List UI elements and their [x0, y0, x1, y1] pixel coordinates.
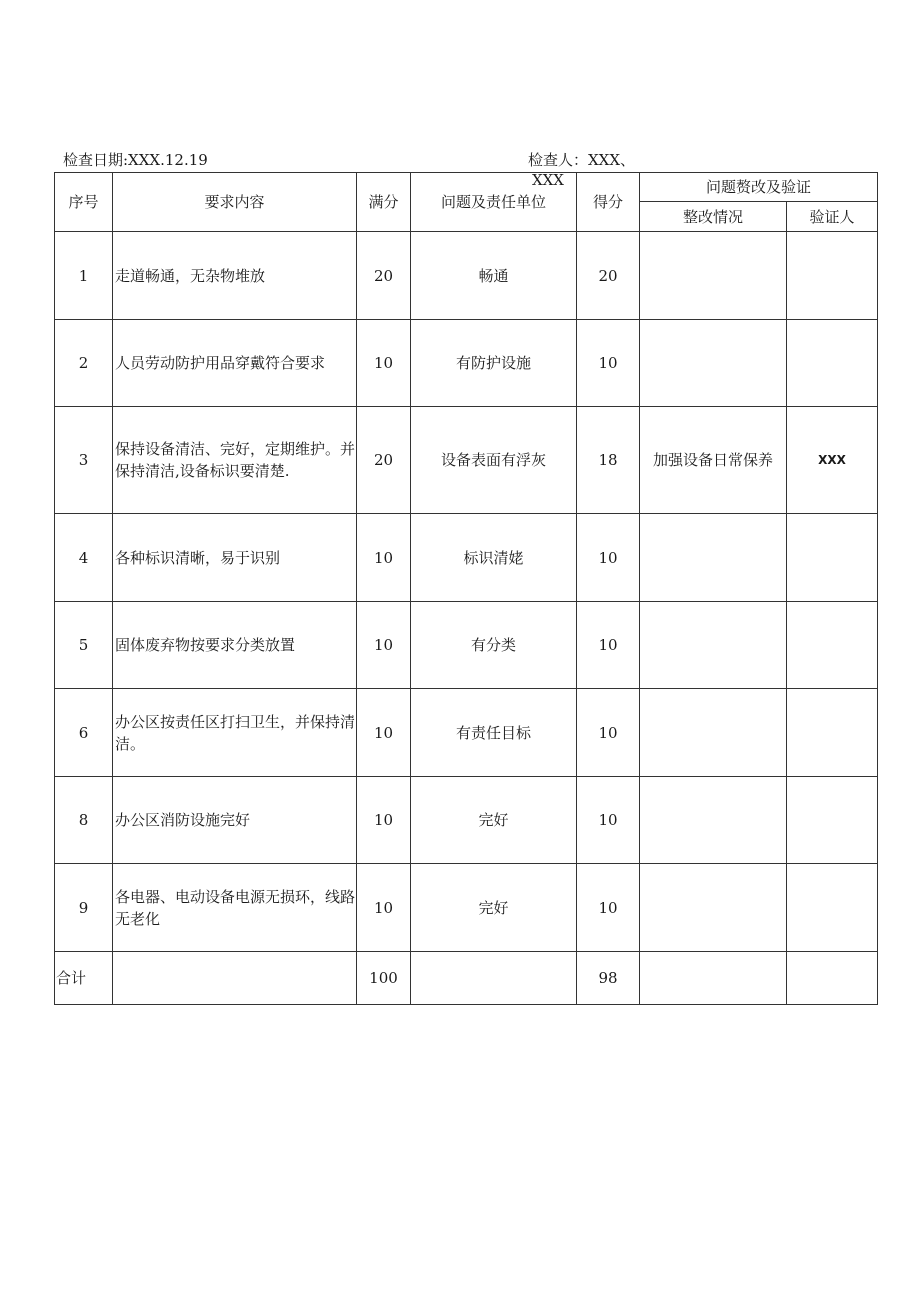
row-rectify: [640, 689, 787, 777]
inspection-table: [54, 172, 878, 1005]
row-verifier: [787, 320, 878, 407]
inspection-date: 检查日期:XXX.12.19: [63, 151, 208, 169]
inspector-continued: XXX: [531, 171, 564, 189]
row-verifier: XXX: [787, 407, 878, 514]
total-requirement: [113, 952, 357, 1005]
row-full-score: 20: [357, 407, 411, 514]
total-issue: [411, 952, 577, 1005]
total-score: 98: [577, 952, 640, 1005]
row-issue: 有责任目标: [411, 689, 577, 777]
row-no: 5: [55, 602, 113, 689]
row-rectify: [640, 777, 787, 864]
table-header-row: [55, 173, 878, 202]
row-score: 10: [577, 514, 640, 602]
row-issue: 标识清姥: [411, 514, 577, 602]
row-rectify: [640, 602, 787, 689]
row-issue: 有防护设施: [411, 320, 577, 407]
inspector: 检查人：XXX、: [528, 151, 636, 169]
row-full-score: 10: [357, 864, 411, 952]
row-verifier: [787, 777, 878, 864]
row-full-score: 20: [357, 232, 411, 320]
col-header-score: 得分: [577, 173, 640, 232]
row-rectify: [640, 320, 787, 407]
col-header-rectify-group: 问题赘改及验证: [640, 173, 878, 202]
col-header-requirement: 要求内容: [113, 173, 357, 232]
row-requirement: 各电器、电动设备电源无损环，线路无老化: [113, 864, 357, 952]
row-no: 4: [55, 514, 113, 602]
col-header-full-score: 满分: [357, 173, 411, 232]
row-issue: 完好: [411, 864, 577, 952]
row-issue: 畅通: [411, 232, 577, 320]
row-no: 2: [55, 320, 113, 407]
row-issue: 设备表面有浮灰: [411, 407, 577, 514]
col-header-no: 序号: [55, 173, 113, 232]
row-full-score: 10: [357, 689, 411, 777]
row-requirement: 各种标识清晰，易于识别: [113, 514, 357, 602]
row-score: 10: [577, 864, 640, 952]
row-score: 20: [577, 232, 640, 320]
row-verifier: [787, 514, 878, 602]
row-verifier: [787, 602, 878, 689]
row-verifier: [787, 232, 878, 320]
table-row: [55, 864, 878, 952]
row-no: 9: [55, 864, 113, 952]
row-score: 10: [577, 777, 640, 864]
row-requirement: 办公区消防设施完好: [113, 777, 357, 864]
row-full-score: 10: [357, 602, 411, 689]
table-row: [55, 407, 878, 514]
row-rectify: [640, 232, 787, 320]
row-rectify: [640, 514, 787, 602]
row-score: 10: [577, 602, 640, 689]
row-verifier: [787, 864, 878, 952]
row-full-score: 10: [357, 514, 411, 602]
row-score: 10: [577, 689, 640, 777]
row-verifier: [787, 689, 878, 777]
row-no: 6: [55, 689, 113, 777]
row-requirement: 固体废弃物按要求分类放置: [113, 602, 357, 689]
table-row: [55, 320, 878, 407]
table-row: [55, 232, 878, 320]
row-score: 18: [577, 407, 640, 514]
row-requirement: 人员劳动防护用品穿戴符合要求: [113, 320, 357, 407]
row-score: 10: [577, 320, 640, 407]
row-full-score: 10: [357, 777, 411, 864]
row-no: 8: [55, 777, 113, 864]
total-full-score: 100: [357, 952, 411, 1005]
col-header-verifier: 验证人: [787, 202, 878, 232]
row-rectify: 加强设备日常保养: [640, 407, 787, 514]
total-rectify: [640, 952, 787, 1005]
col-header-issue: 问题及责任单位: [411, 173, 577, 232]
row-issue: 完好: [411, 777, 577, 864]
row-issue: 有分类: [411, 602, 577, 689]
total-verifier: [787, 952, 878, 1005]
total-label: 合计: [55, 952, 113, 1005]
col-header-rectify: 整改情况: [640, 202, 787, 232]
table-row: [55, 777, 878, 864]
table-row: [55, 514, 878, 602]
table-row: [55, 689, 878, 777]
table-row: [55, 602, 878, 689]
row-no: 3: [55, 407, 113, 514]
row-requirement: 办公区按责任区打扫卫生，并保持清洁。: [113, 689, 357, 777]
row-requirement: 保持设备清洁、完好，定期维护。并保持清洁,设备标识要清楚.: [113, 407, 357, 514]
row-requirement: 走道畅通，无杂物堆放: [113, 232, 357, 320]
row-rectify: [640, 864, 787, 952]
row-no: 1: [55, 232, 113, 320]
total-row: [55, 952, 878, 1005]
row-full-score: 10: [357, 320, 411, 407]
